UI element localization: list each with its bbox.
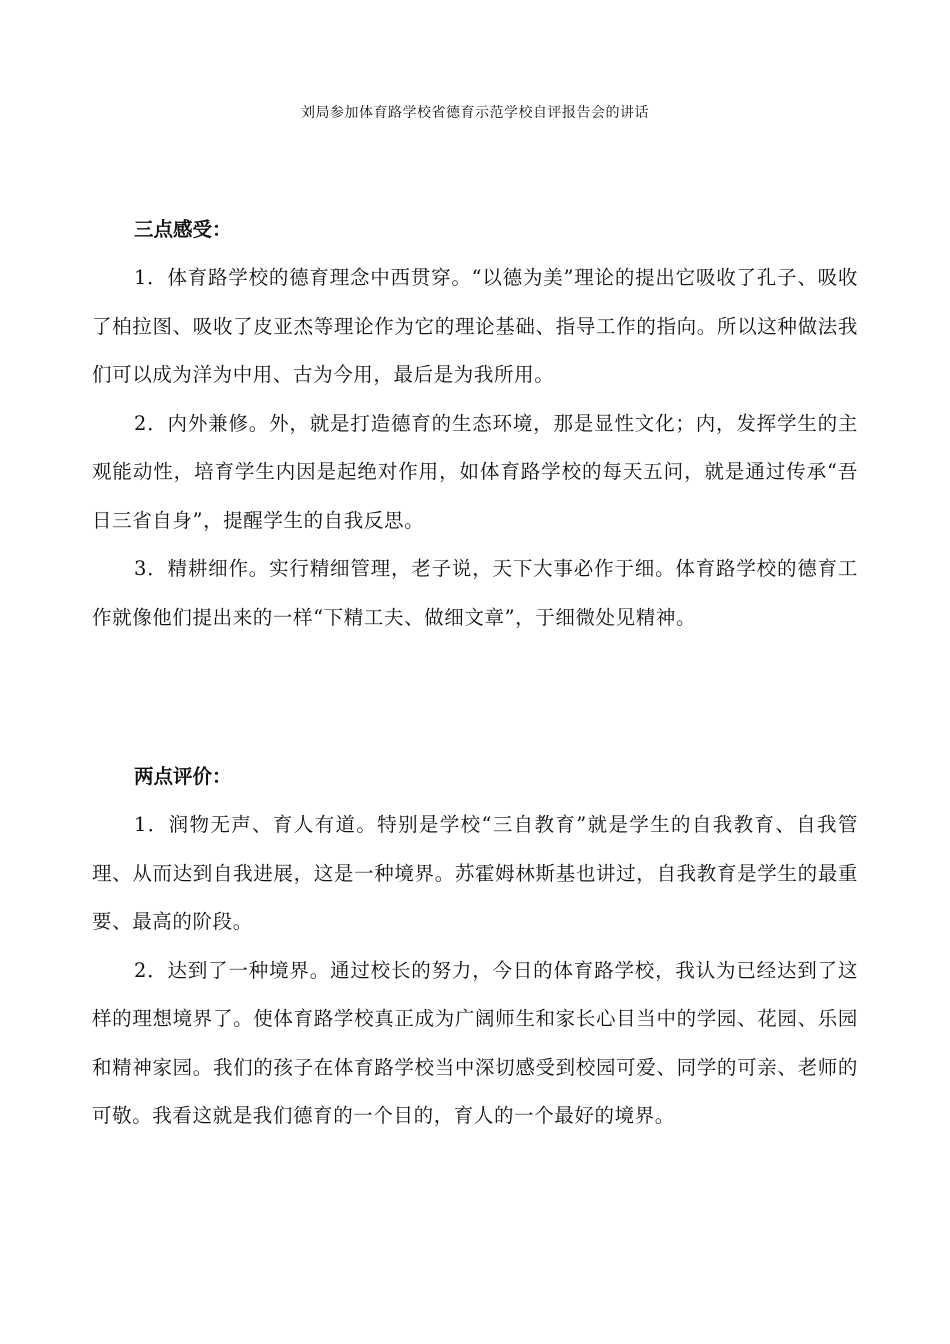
paragraph: 2．达到了一种境界。通过校长的努力，今日的体育路学校，我认为已经达到了这样的理想境界了。使体育路学校真正成为广阔师生和家长心目当中的学园、花园、乐园和精神家园。我们的孩子在体育路学校当中深切感受到校园可爱、同学的可亲、老师的可敬。我看这就是我们德育的一个目的，育人的一个最好的境界。: [92, 958, 858, 1127]
section-three-impressions: [92, 206, 858, 642]
section-heading: 两点评价：: [134, 765, 232, 788]
document-title: 刘局参加体育路学校省德育示范学校自评报告会的讲话: [301, 105, 649, 121]
paragraph: 1．体育路学校的德育理念中西贯穿。“以德为美”理论的提出它吸收了孔子、吸收了柏拉图、吸收了皮亚杰等理论作为它的理论基础、指导工作的指向。所以这种做法我们可以成为洋为中用、古为今用，最后是为我所用。: [92, 266, 858, 386]
section-heading: 三点感受：: [134, 218, 232, 241]
paragraph: 3．精耕细作。实行精细管理，老子说，天下大事必作于细。体育路学校的德育工作就像他们提出来的一样“下精工夫、做细文章”，于细微处见精神。: [92, 557, 858, 629]
section-two-evaluations: [92, 753, 858, 1141]
paragraph: 2．内外兼修。外，就是打造德育的生态环境，那是显性文化；内，发挥学生的主观能动性，培育学生内因是起绝对作用，如体育路学校的每天五问，就是通过传承“吾日三省自身”，提醒学生的自我反思。: [92, 411, 858, 532]
paragraph: 1．润物无声、育人有道。特别是学校“三自教育”就是学生的自我教育、自我管理、从而达到自我进展，这是一种境界。苏霍姆林斯基也讲过，自我教育是学生的最重要、最高的阶段。: [92, 813, 858, 933]
